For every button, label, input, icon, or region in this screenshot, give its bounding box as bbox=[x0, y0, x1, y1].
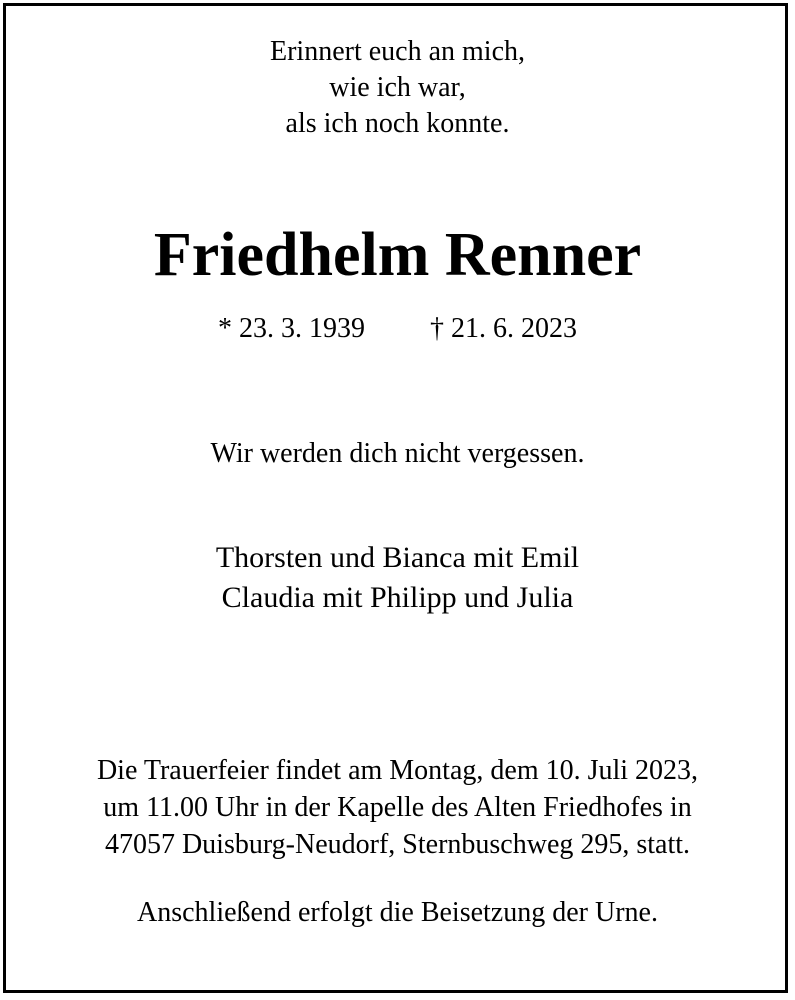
service-line-1: Die Trauerfeier findet am Montag, dem 10. Juli 2023, bbox=[96, 755, 699, 786]
poem-line-2: wie ich war, bbox=[329, 72, 466, 103]
service-announcement bbox=[0, 753, 795, 864]
mourners-list bbox=[0, 539, 795, 619]
life-dates bbox=[0, 312, 795, 346]
mourners-line-1: Thorsten und Bianca mit Emil bbox=[215, 541, 580, 574]
service-line-2: um 11.00 Uhr in der Kapelle des Alten Friedhofes in bbox=[103, 792, 692, 823]
death-date: † 21. 6. 2023 bbox=[430, 313, 577, 344]
farewell-message: Wir werden dich nicht vergessen. bbox=[210, 438, 585, 469]
birth-date: * 23. 3. 1939 bbox=[218, 313, 365, 344]
poem-line-3: als ich noch konnte. bbox=[285, 108, 510, 139]
urn-burial-note: Anschließend erfolgt die Beisetzung der Urne. bbox=[137, 897, 658, 928]
poem-line-1: Erinnert euch an mich, bbox=[269, 36, 525, 67]
deceased-name: Friedhelm Renner bbox=[153, 221, 642, 289]
mourners-line-2: Claudia mit Philipp und Julia bbox=[221, 581, 574, 614]
memorial-poem bbox=[0, 34, 795, 142]
service-line-3: 47057 Duisburg-Neudorf, Sternbuschweg 295, statt. bbox=[104, 829, 691, 860]
